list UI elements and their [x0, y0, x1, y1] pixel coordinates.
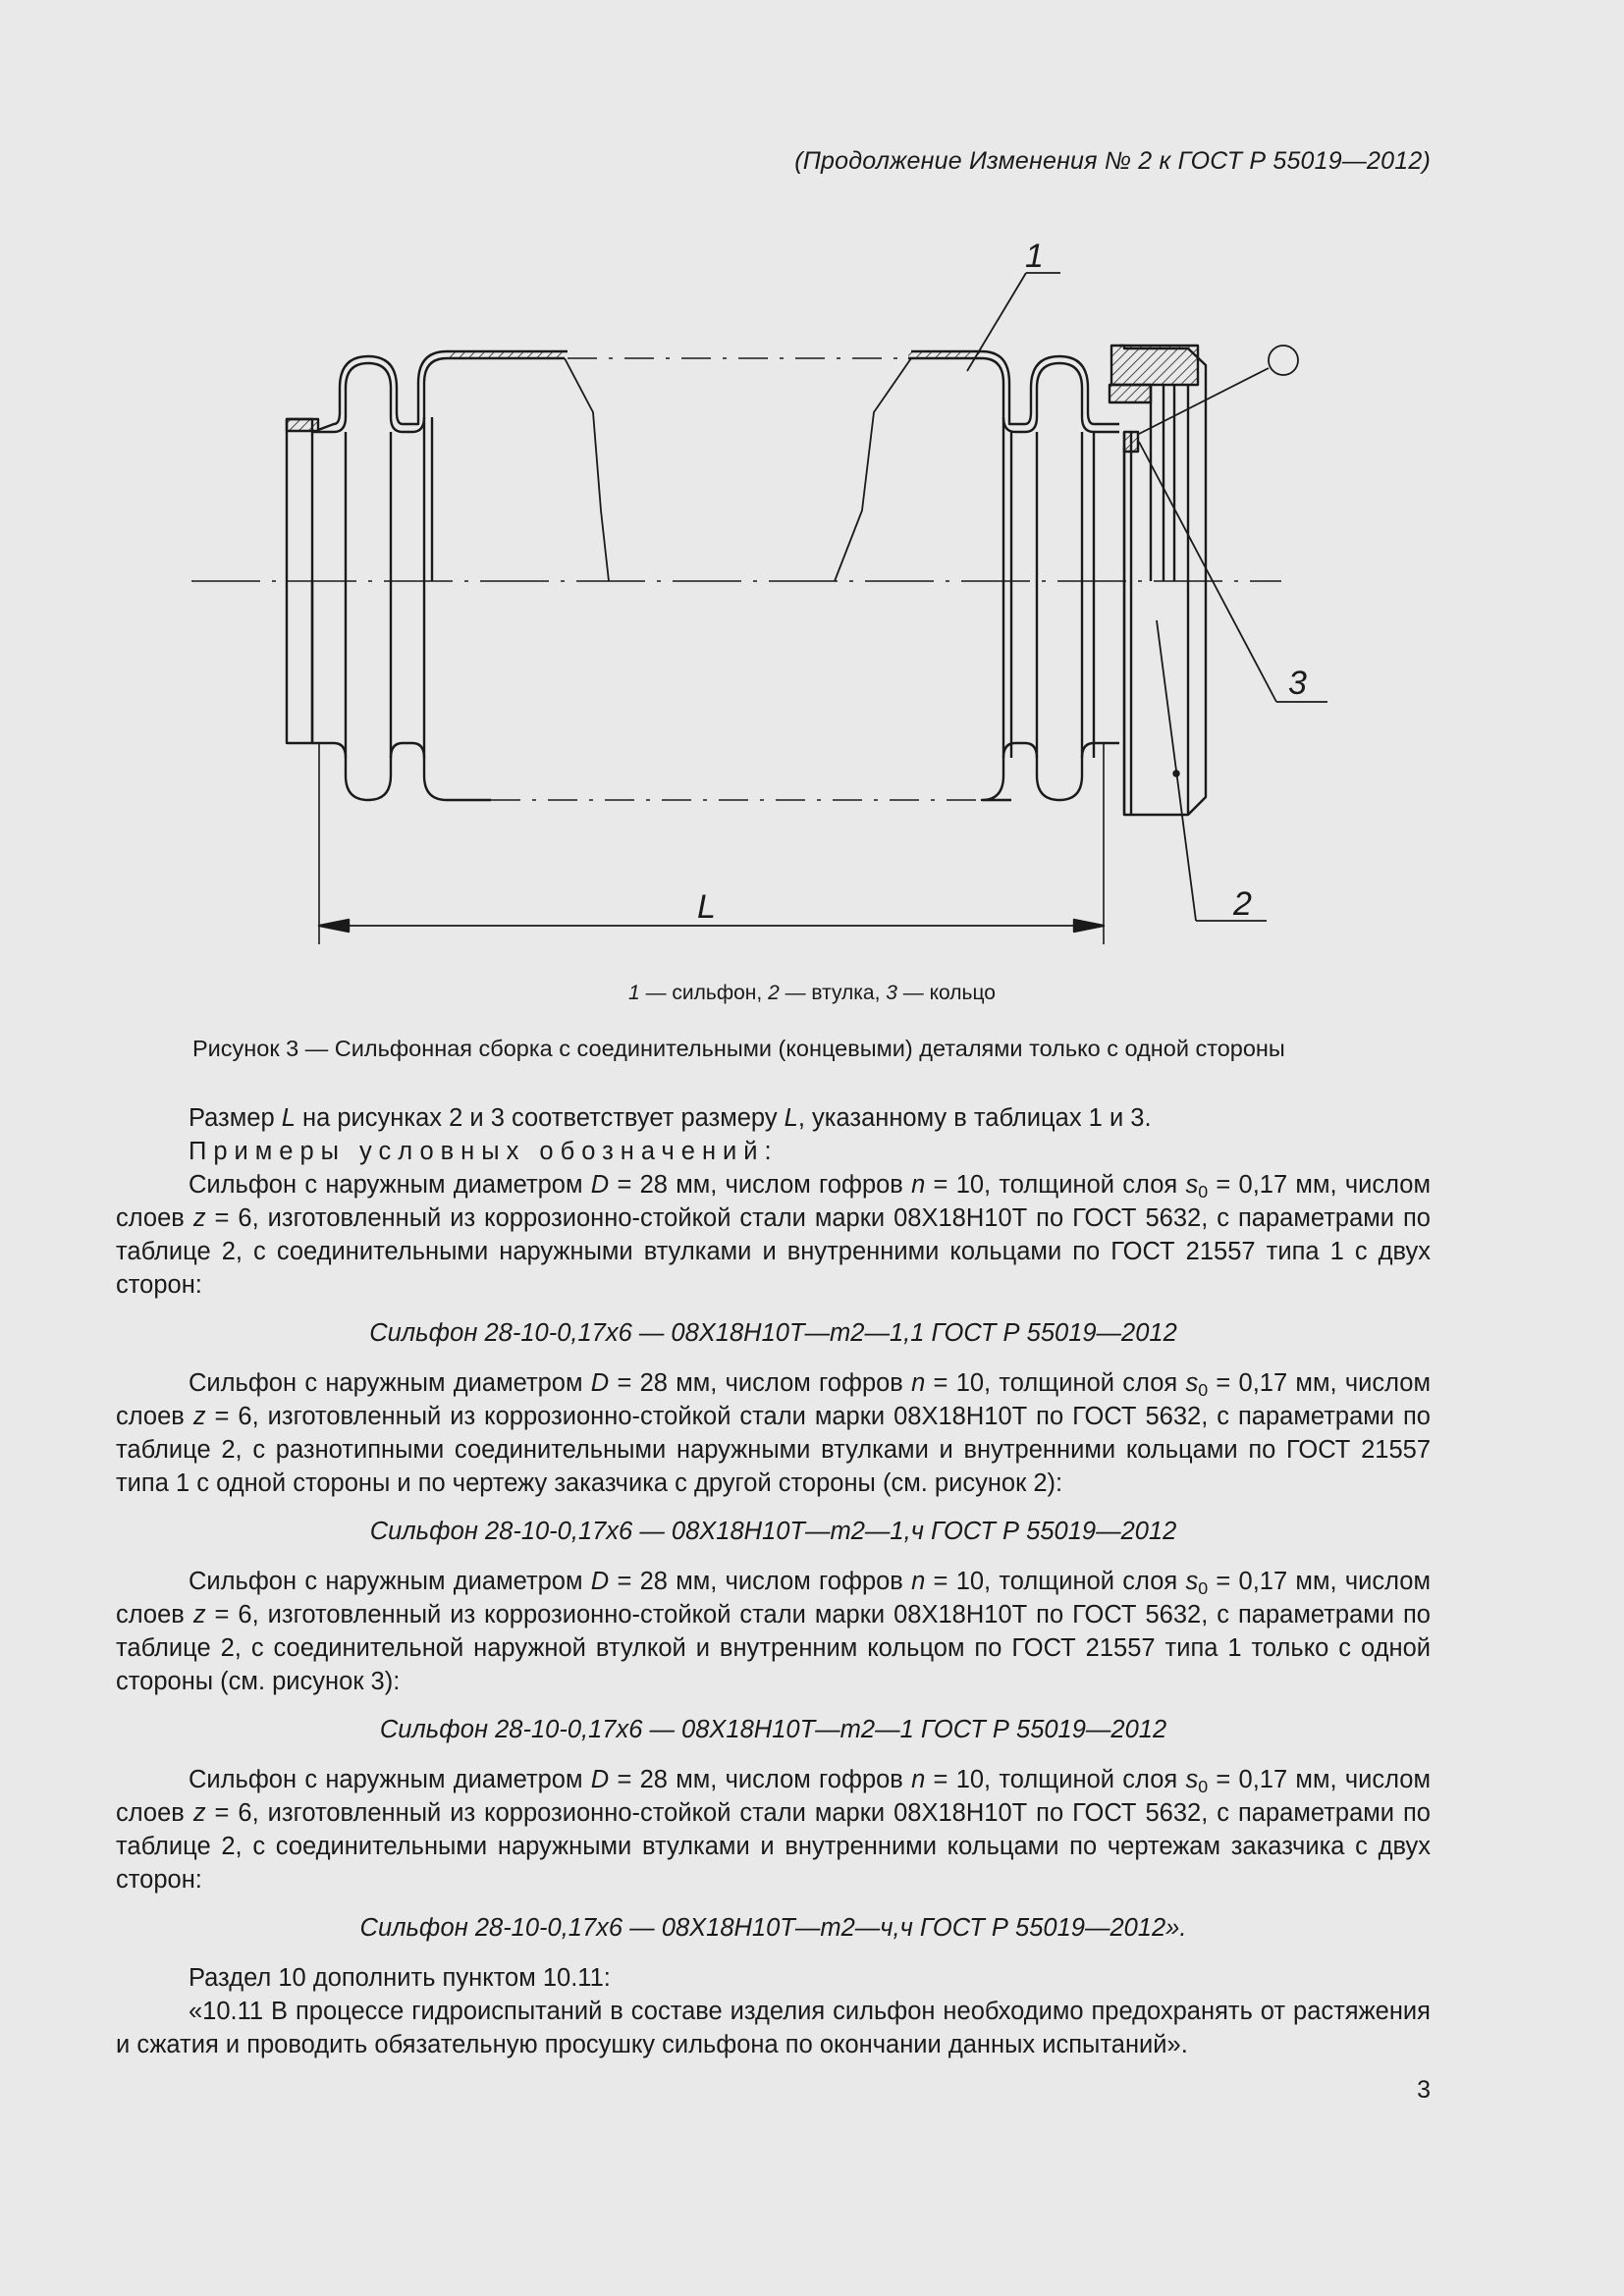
- item-10-11: «10.11 В процессе гидроиспытаний в составе изделия сильфон необходимо предохранять от растяжения и сжатия и проводить обязательную просушку сильфона по окончании данных испытаний».: [116, 1998, 1431, 2058]
- designation-3: Сильфон 28-10-0,17х6 — 08Х18Н10Т—т2—1 ГОСТ Р 55019—2012: [379, 1716, 1167, 1743]
- figure-caption: Рисунок 3 — Сильфонная сборка с соединительными (концевыми) деталями только с одной стороны: [192, 1036, 1285, 1061]
- document-body: [116, 1101, 1431, 2061]
- designation-2: Сильфон 28-10-0,17х6 — 08Х18Н10Т—т2—1,ч ГОСТ Р 55019—2012: [369, 1518, 1177, 1545]
- example-4: Сильфон с наружным диаметром D = 28 мм, числом гофров n = 10, толщиной слоя $s_0 = 0,17$ мм, числом слоев z = 6, изготовленный из коррозионно-стойкой стали марки 08Х18Н10Т по ГОСТ 5632, с параметрами по таблице 2, с соединительными наружными втулками и внутренними кольцами по чертежам заказчика с двух сторон:: [116, 1766, 1431, 1894]
- left-corrugations-top: [312, 358, 565, 432]
- figure-legend: 1 — сильфон, 2 — втулка, 3 — кольцо: [628, 982, 996, 1004]
- designation-4: Сильфон 28-10-0,17х6 — 08Х18Н10Т—т2—ч,ч ГОСТ Р 55019—2012».: [359, 1914, 1187, 1942]
- page-number: 3: [1417, 2076, 1431, 2104]
- label-2: 2: [1233, 885, 1252, 923]
- example-3: Сильфон с наружным диаметром D = 28 мм, числом гофров n = 10, толщиной слоя $s_0 = 0,17$ мм, числом слоев z = 6, изготовленный из коррозионно-стойкой стали марки 08Х18Н10Т по ГОСТ 5632, с параметрами по таблице 2, с соединительной наружной втулкой и внутренним кольцом по ГОСТ 21557 типа 1 только с одной стороны (см. рисунок 3):: [116, 1568, 1431, 1695]
- bellows-assembly-drawing: [0, 0, 1624, 982]
- label-3: 3: [1288, 665, 1307, 702]
- examples-heading: Примеры условных обозначений:: [189, 1138, 779, 1165]
- label-1: 1: [1025, 238, 1044, 275]
- designation-1: Сильфон 28-10-0,17х6 — 08Х18Н10Т—т2—1,1 ГОСТ Р 55019—2012: [369, 1319, 1177, 1347]
- left-corrugations-bottom: [312, 743, 491, 800]
- section-10-addition: Раздел 10 дополнить пунктом 10.11:: [189, 1964, 611, 1992]
- inner-ring: [1124, 432, 1138, 452]
- example-2: Сильфон с наружным диаметром D = 28 мм, числом гофров n = 10, толщиной слоя $s_0 = 0,17$ мм, числом слоев z = 6, изготовленный из коррозионно-стойкой стали марки 08Х18Н10Т по ГОСТ 5632, с параметрами по таблице 2, с разнотипными соединительными наружными втулками и внутренними кольцами по ГОСТ 21557 типа 1 с одной стороны и по чертежу заказчика с другой стороны (см. рисунок 2):: [116, 1369, 1431, 1497]
- dimension-L: L: [697, 888, 716, 926]
- paragraph-size-L: Размер L на рисунках 2 и 3 соответствует размеру L, указанному в таблицах 1 и 3.: [189, 1104, 1152, 1132]
- example-1: Сильфон с наружным диаметром D = 28 мм, числом гофров n = 10, толщиной слоя $s_0 = 0,17$ мм, числом слоев z = 6, изготовленный из коррозионно-стойкой стали марки 08Х18Н10Т по ГОСТ 5632, с параметрами по таблице 2, с соединительными наружными втулками и внутренними кольцами по ГОСТ 21557 типа 1 с двух сторон:: [116, 1171, 1431, 1299]
- detail-callout-circle: [1269, 346, 1298, 375]
- page-header: (Продолжение Изменения № 2 к ГОСТ Р 55019—2012): [794, 147, 1431, 175]
